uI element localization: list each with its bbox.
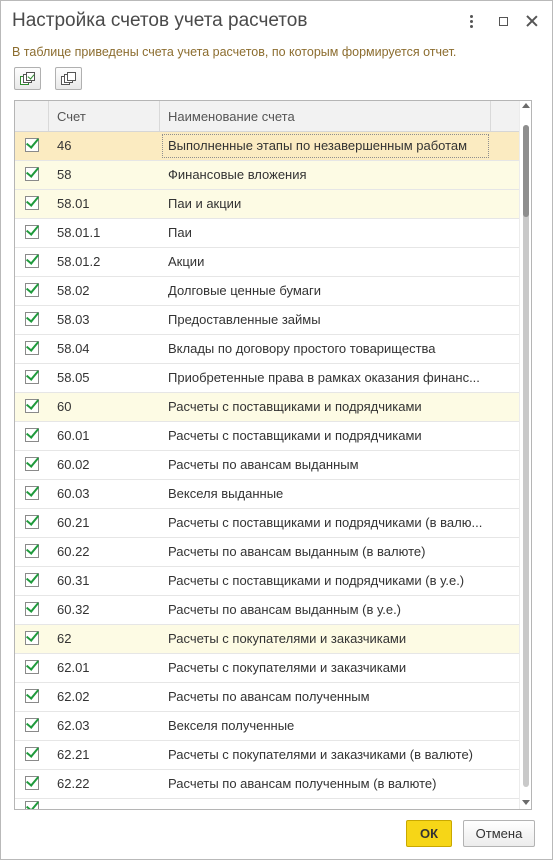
account-code: 62.01: [57, 660, 90, 675]
dialog-title: Настройка счетов учета расчетов: [12, 10, 308, 31]
header-account[interactable]: Счет: [49, 101, 160, 131]
table-row[interactable]: [15, 219, 519, 248]
account-name: Паи и акции: [168, 196, 242, 211]
table-row[interactable]: [15, 596, 519, 625]
maximize-icon: [499, 17, 508, 26]
account-name: Вклады по договору простого товарищества: [168, 341, 436, 356]
row-checkbox-cell[interactable]: [15, 770, 49, 798]
checkbox-checked-icon[interactable]: [25, 747, 39, 761]
more-menu-button[interactable]: [461, 11, 481, 31]
account-code: 62: [57, 631, 72, 646]
table-row-partial[interactable]: [15, 799, 519, 810]
row-checkbox-cell[interactable]: [15, 741, 49, 769]
account-code: 60.31: [57, 573, 90, 588]
row-checkbox-cell[interactable]: [15, 509, 49, 537]
scrollbar-thumb[interactable]: [523, 125, 529, 217]
account-code: 60.21: [57, 515, 90, 530]
checkbox-checked-icon[interactable]: [25, 689, 39, 703]
scroll-down-arrow-icon[interactable]: [522, 800, 530, 805]
row-checkbox-cell[interactable]: [15, 132, 49, 160]
table-row[interactable]: [15, 364, 519, 393]
account-name: Расчеты с поставщиками и подрядчиками: [168, 428, 422, 443]
row-checkbox-cell[interactable]: [15, 654, 49, 682]
row-checkbox-cell[interactable]: [15, 190, 49, 218]
account-name: Расчеты по авансам выданным: [168, 457, 359, 472]
table-row[interactable]: [15, 509, 519, 538]
table-body: [15, 132, 519, 810]
account-code: 60.02: [57, 457, 90, 472]
row-checkbox-cell[interactable]: [15, 422, 49, 450]
account-code: 58.03: [57, 312, 90, 327]
checkbox-checked-icon[interactable]: [25, 544, 39, 558]
account-code: 62.21: [57, 747, 90, 762]
account-code: 60.32: [57, 602, 90, 617]
account-name: Расчеты по авансам выданным (в у.е.): [168, 602, 402, 617]
account-name: Расчеты по авансам полученным (в валюте): [168, 776, 437, 791]
row-checkbox-cell[interactable]: [15, 161, 49, 189]
row-checkbox-cell[interactable]: [15, 277, 49, 305]
description-text: В таблице приведены счета учета расчетов, по которым формируется отчет.: [12, 45, 457, 59]
account-name: Векселя выданные: [168, 486, 284, 501]
account-code: 58.01.2: [57, 254, 101, 269]
account-code: 62.02: [57, 689, 90, 704]
table-row[interactable]: [15, 683, 519, 712]
account-code: 60.03: [57, 486, 90, 501]
checkbox-checked-icon[interactable]: [25, 428, 39, 442]
account-code: 58.02: [57, 283, 90, 298]
row-checkbox-cell[interactable]: [15, 567, 49, 595]
account-code: 60: [57, 399, 72, 414]
row-checkbox-cell[interactable]: [15, 683, 49, 711]
row-checkbox-cell[interactable]: [15, 451, 49, 479]
checkbox-checked-icon[interactable]: [25, 515, 39, 529]
checkbox-checked-icon[interactable]: [25, 196, 39, 210]
account-code: 58.01.1: [57, 225, 101, 240]
checkbox-checked-icon[interactable]: [25, 801, 39, 810]
table-row[interactable]: [15, 451, 519, 480]
table-row[interactable]: [15, 335, 519, 364]
account-code: 62.22: [57, 776, 90, 791]
row-checkbox-cell[interactable]: [15, 393, 49, 421]
checkbox-checked-icon[interactable]: [25, 573, 39, 587]
header-check-column[interactable]: [15, 101, 49, 131]
accounts-table: [14, 100, 532, 810]
account-code: 58.01: [57, 196, 90, 211]
close-button[interactable]: [522, 11, 542, 31]
row-checkbox-cell[interactable]: [15, 219, 49, 247]
row-checkbox-cell[interactable]: [15, 596, 49, 624]
account-name: Расчеты с покупателями и заказчиками (в валюте): [168, 747, 473, 762]
checkbox-checked-icon[interactable]: [25, 718, 39, 732]
table-row[interactable]: [15, 306, 519, 335]
account-name: Паи: [168, 225, 192, 240]
cancel-button[interactable]: Отмена: [463, 820, 535, 847]
checkbox-checked-icon[interactable]: [25, 283, 39, 297]
account-name: Расчеты с поставщиками и подрядчиками (в валю...: [168, 515, 483, 530]
account-name: Расчеты с покупателями и заказчиками: [168, 631, 407, 646]
table-row[interactable]: [15, 248, 519, 277]
table-row[interactable]: [15, 770, 519, 799]
scroll-up-arrow-icon[interactable]: [522, 103, 530, 108]
account-code: 46: [57, 138, 72, 153]
vertical-scrollbar[interactable]: [519, 101, 532, 809]
account-code: 62.03: [57, 718, 90, 733]
account-name: Предоставленные займы: [168, 312, 321, 327]
table-row[interactable]: [15, 480, 519, 509]
checkbox-checked-icon[interactable]: [25, 312, 39, 326]
account-code: 58.05: [57, 370, 90, 385]
scrollbar-track[interactable]: [523, 125, 529, 787]
row-checkbox-cell[interactable]: [15, 712, 49, 740]
checkbox-checked-icon[interactable]: [25, 225, 39, 239]
row-checkbox-cell[interactable]: [15, 480, 49, 508]
row-checkbox-cell[interactable]: [15, 625, 49, 653]
table-row[interactable]: [15, 393, 519, 422]
checkbox-checked-icon[interactable]: [25, 631, 39, 645]
account-name: Расчеты с покупателями и заказчиками: [168, 660, 407, 675]
account-name: Выполненные этапы по незавершенным работам: [160, 132, 491, 160]
table-row[interactable]: [15, 654, 519, 683]
account-name: Расчеты по авансам выданным (в валюте): [168, 544, 426, 559]
table-row[interactable]: [15, 741, 519, 770]
account-name: Акции: [168, 254, 205, 269]
table-row[interactable]: [15, 625, 519, 654]
check-all-icon: [20, 72, 35, 85]
checkbox-checked-icon[interactable]: [25, 370, 39, 384]
account-name: Долговые ценные бумаги: [168, 283, 322, 298]
ok-button[interactable]: ОК: [406, 820, 452, 847]
account-code: 58: [57, 167, 72, 182]
row-checkbox-cell[interactable]: [15, 364, 49, 392]
header-filler: [491, 101, 519, 131]
header-account-name[interactable]: Наименование счета: [160, 101, 491, 131]
maximize-button[interactable]: [493, 11, 513, 31]
checkbox-checked-icon[interactable]: [25, 167, 39, 181]
account-name: Финансовые вложения: [168, 167, 307, 182]
row-checkbox-cell[interactable]: [15, 538, 49, 566]
table-row[interactable]: [15, 161, 519, 190]
table-row[interactable]: [15, 712, 519, 741]
uncheck-all-icon: [61, 72, 76, 85]
uncheck-all-button[interactable]: [55, 67, 82, 90]
checkbox-checked-icon[interactable]: [25, 776, 39, 790]
checkbox-checked-icon[interactable]: [25, 457, 39, 471]
account-name: Расчеты по авансам полученным: [168, 689, 370, 704]
row-checkbox-cell[interactable]: [15, 248, 49, 276]
checkbox-checked-icon[interactable]: [25, 399, 39, 413]
account-code: 60.22: [57, 544, 90, 559]
row-checkbox-cell[interactable]: [15, 335, 49, 363]
table-row[interactable]: [15, 538, 519, 567]
account-name: Расчеты с поставщиками и подрядчиками (в у.е.): [168, 573, 465, 588]
account-name: Приобретенные права в рамках оказания финанс...: [168, 370, 480, 385]
table-row[interactable]: [15, 422, 519, 451]
account-name: Расчеты с поставщиками и подрядчиками: [168, 399, 422, 414]
table-header: [15, 101, 519, 132]
row-checkbox-cell[interactable]: [15, 306, 49, 334]
checkbox-checked-icon[interactable]: [25, 486, 39, 500]
account-code: 58.04: [57, 341, 90, 356]
table-row[interactable]: [15, 277, 519, 306]
checkbox-checked-icon[interactable]: [25, 660, 39, 674]
checkbox-checked-icon[interactable]: [25, 602, 39, 616]
close-icon: [526, 15, 538, 27]
table-row[interactable]: [15, 190, 519, 219]
checkbox-checked-icon[interactable]: [25, 254, 39, 268]
check-all-button[interactable]: [14, 67, 41, 90]
account-name: Векселя полученные: [168, 718, 295, 733]
row-checkbox-cell[interactable]: [15, 799, 49, 810]
table-row[interactable]: [15, 567, 519, 596]
account-code: 60.01: [57, 428, 90, 443]
checkbox-checked-icon[interactable]: [25, 138, 39, 152]
checkbox-checked-icon[interactable]: [25, 341, 39, 355]
more-vert-icon: [470, 15, 473, 28]
title-bar: [1, 1, 552, 41]
table-row[interactable]: [15, 132, 519, 161]
